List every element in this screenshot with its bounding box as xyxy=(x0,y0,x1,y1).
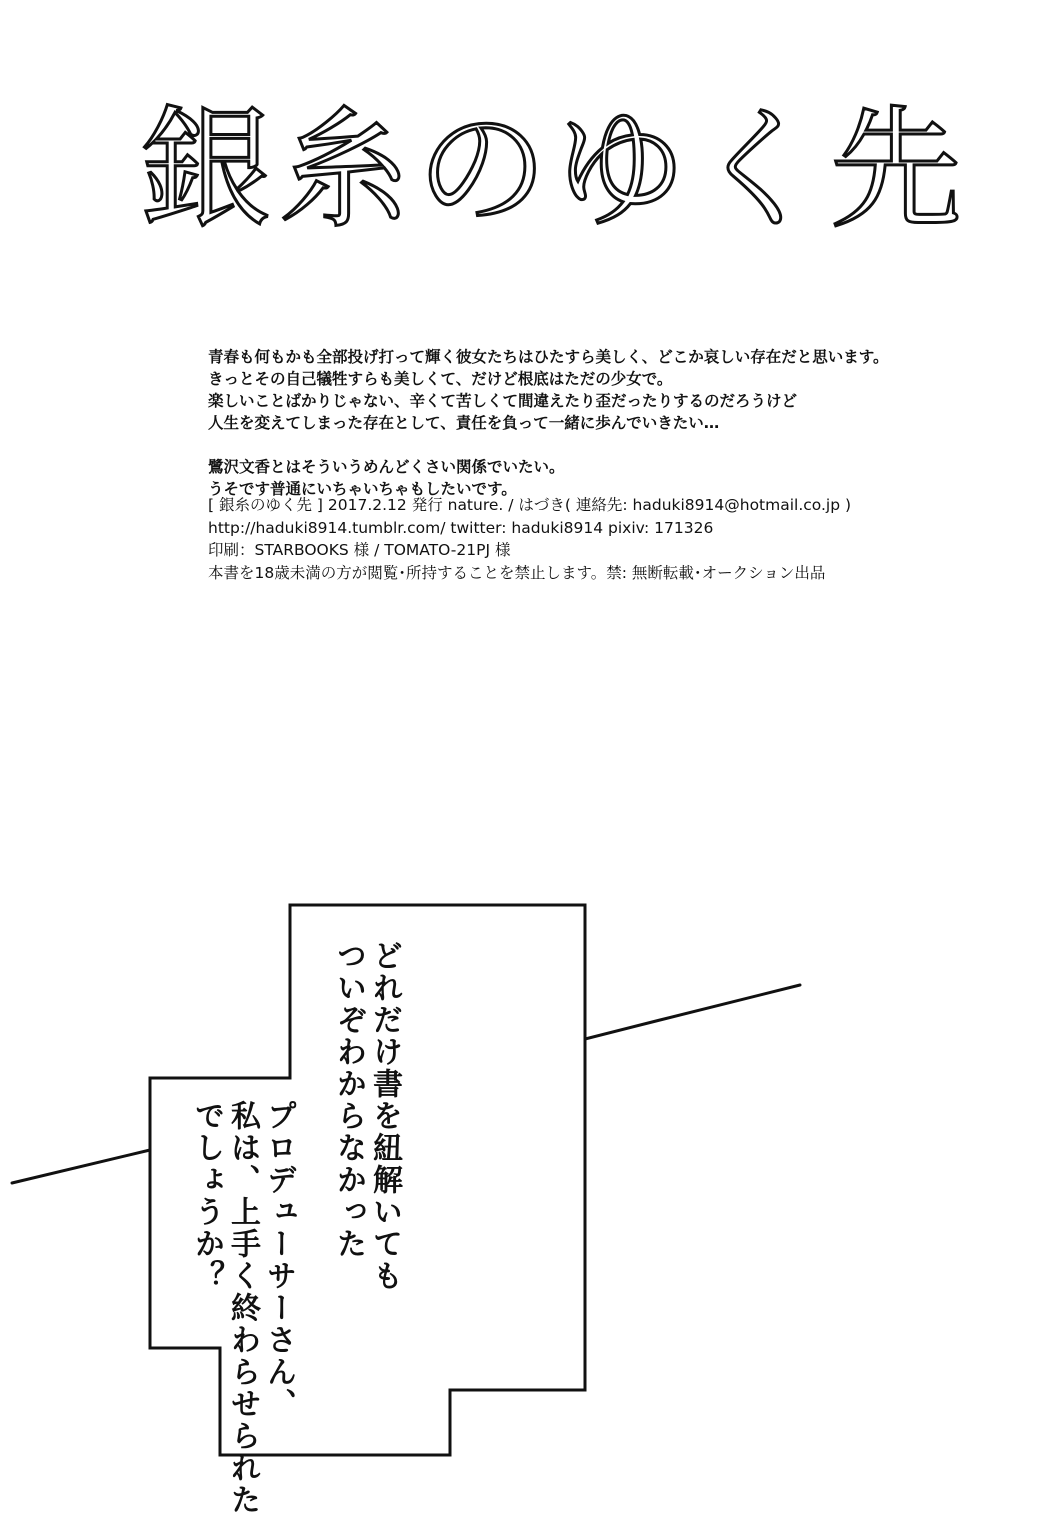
afterword-line: うそです普通にいちゃいちゃもしたいです。 xyxy=(208,480,517,498)
page-title: 銀糸のゆく先 xyxy=(140,93,968,247)
colophon-line: http://haduki8914.tumblr.com/ twitter: haduki8914 pixiv: 171326 xyxy=(208,518,714,537)
bubble-lower-text: プロデューサーさん、 私は、上手く終わらせられた でしょうか？ xyxy=(189,1100,296,1516)
afterword-line: きっとその自己犠牲すらも美しくて、だけど根底はただの少女で。 xyxy=(208,370,673,388)
afterword-line: 青春も何もかも全部投げ打って輝く彼女たちはひたすら美しく、どこか哀しい存在だと思います。 xyxy=(208,348,889,366)
colophon-line: 本書を18歳未満の方が閲覧･所持することを禁止します。禁: 無断転載･オークション出品 xyxy=(208,563,826,582)
afterword-line: 人生を変えてしまった存在として、責任を負って一緒に歩んでいきたい… xyxy=(208,414,720,432)
afterword-line: 楽しいことばかりじゃない、辛くて苦しくて間違えたり歪だったりするのだろうけど xyxy=(208,392,798,410)
colophon-line: 印刷：STARBOOKS 様 / TOMATO-21PJ 様 xyxy=(208,541,511,559)
bubble-upper-text: どれだけ書を紐解いても ついぞわからなかった xyxy=(331,940,402,1292)
colophon-line: [ 銀糸のゆく先 ] 2017.2.12 発行 nature. / はづき( 連絡先: haduki8914@hotmail.co.jp ) xyxy=(208,496,852,514)
afterword-line: 鷺沢文香とはそういうめんどくさい関係でいたい。 xyxy=(208,458,565,476)
